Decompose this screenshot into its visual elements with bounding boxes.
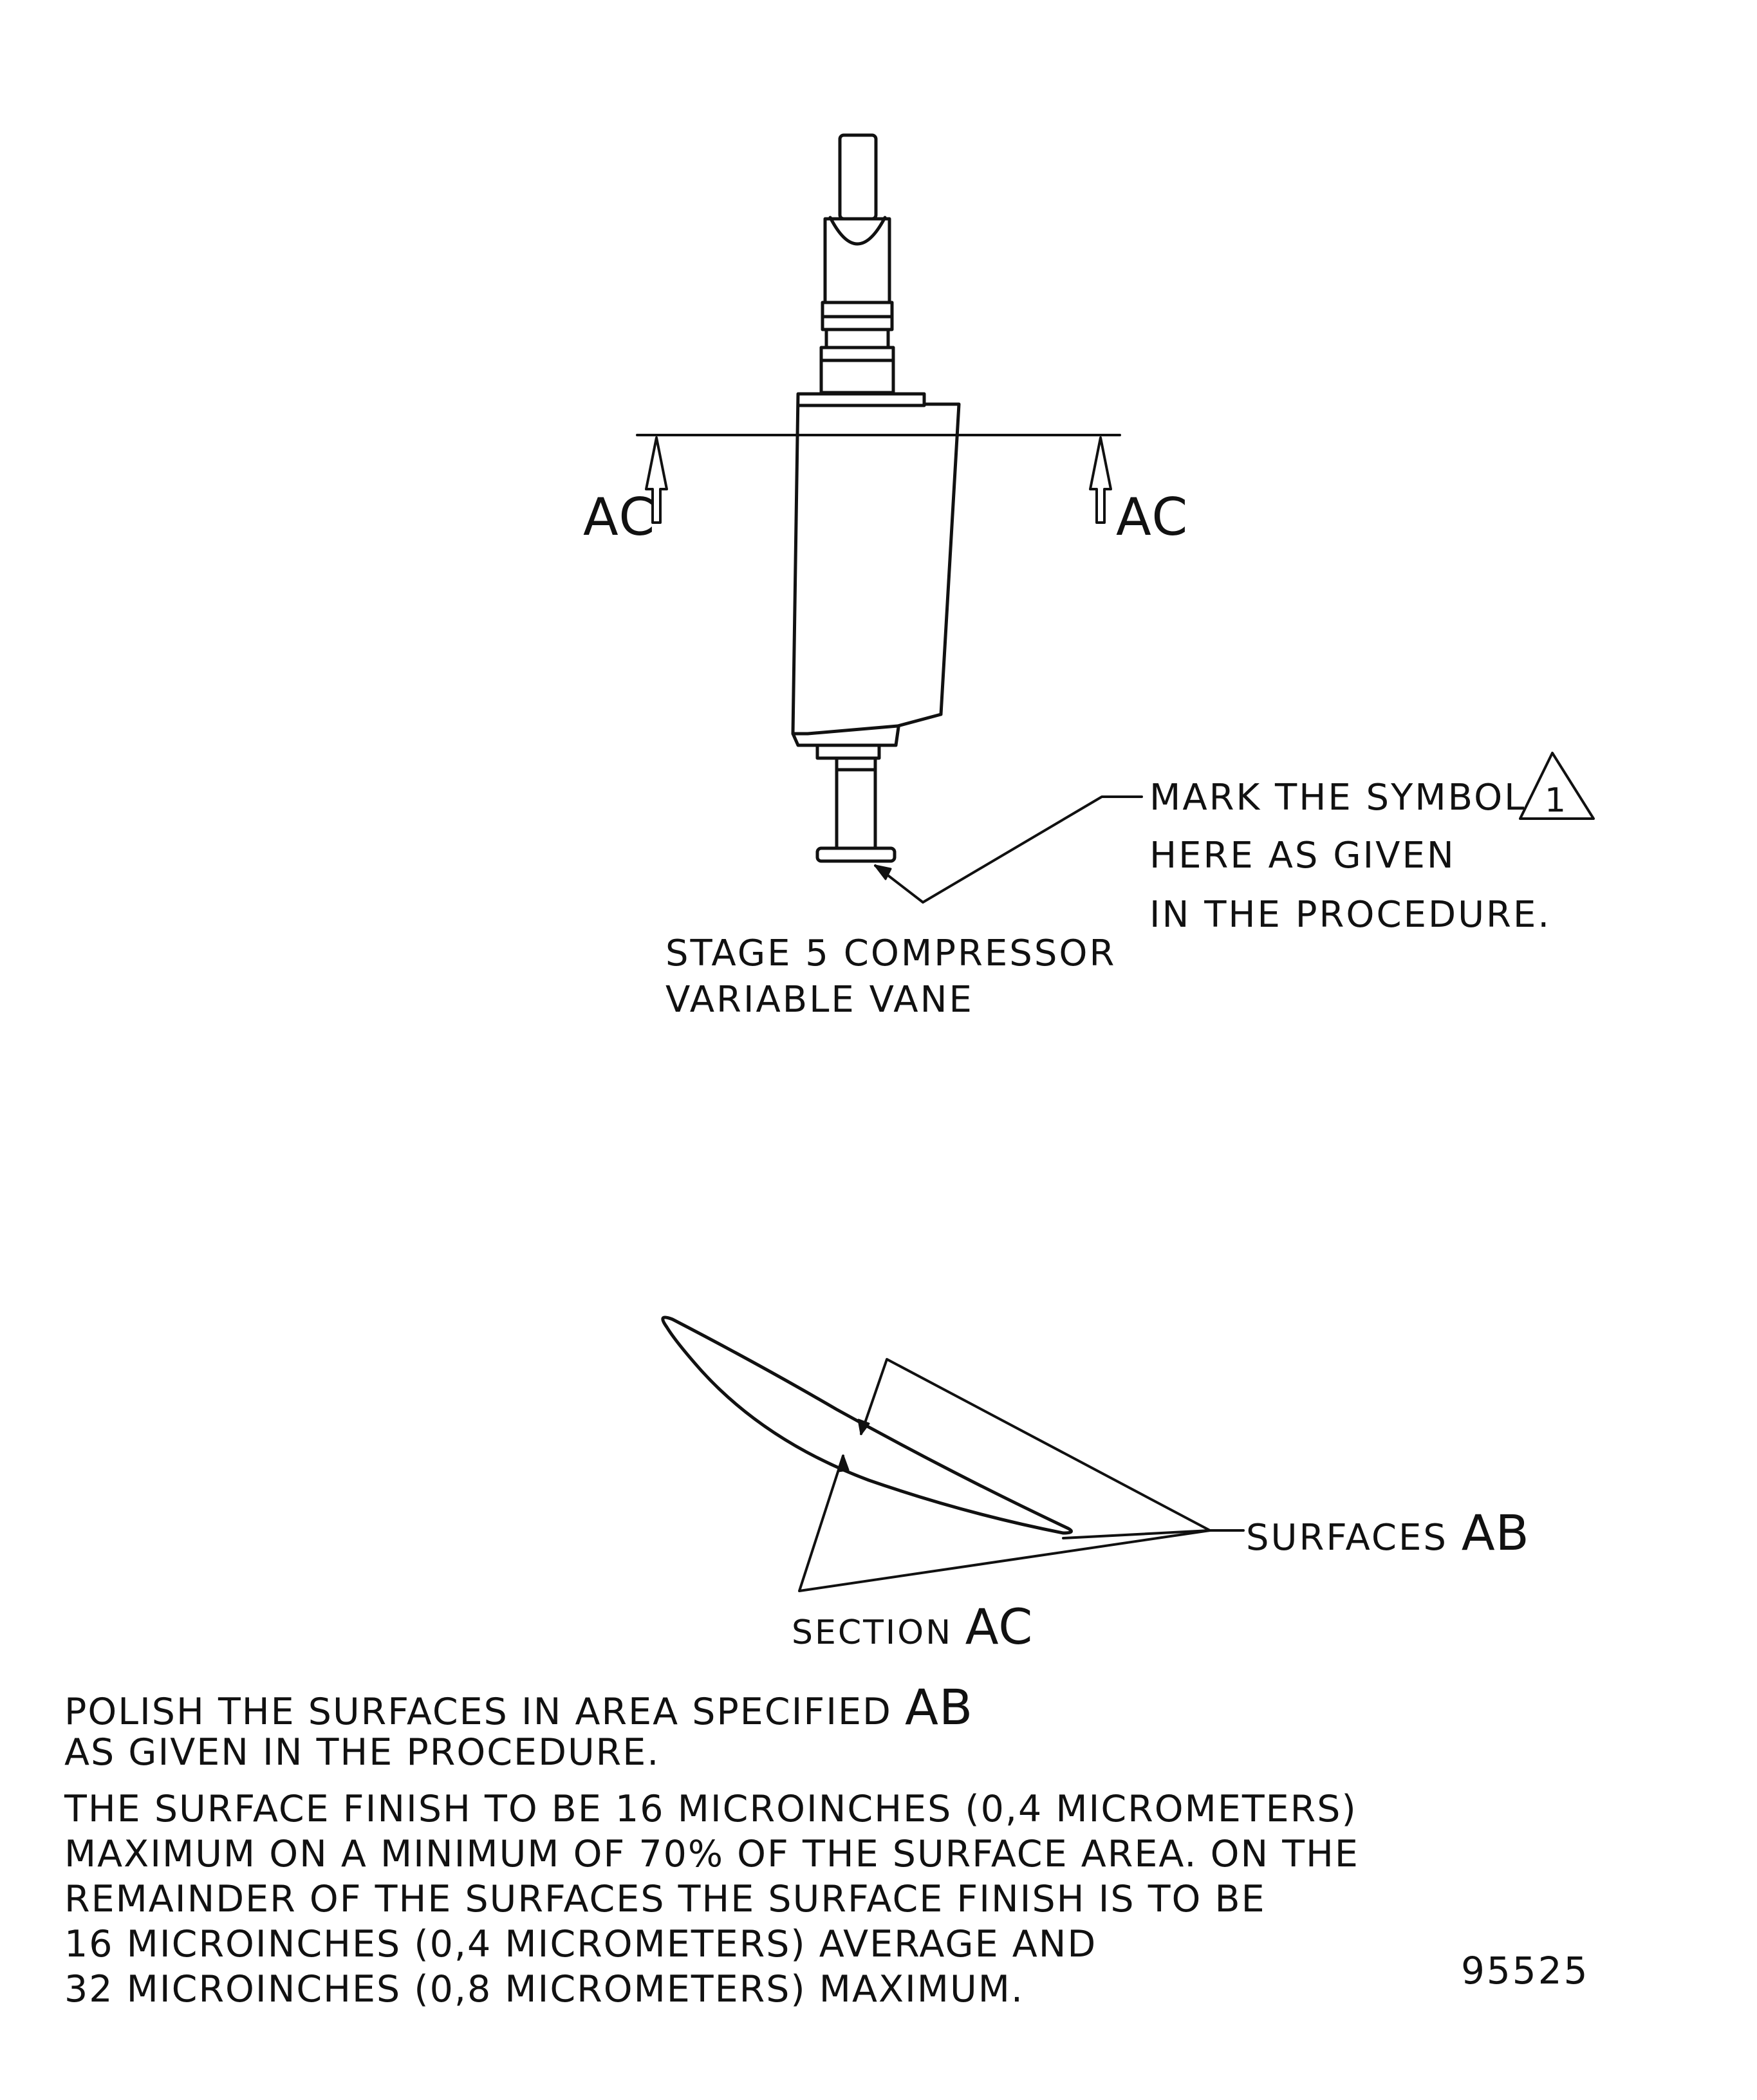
section-marker-right: AC xyxy=(1116,487,1189,547)
surfaces-label xyxy=(1246,1504,1530,1561)
section-label xyxy=(792,1598,1034,1655)
finish-note-line3: REMAINDER OF THE SURFACES THE SURFACE FINISH IS TO BE xyxy=(64,1878,1266,1920)
polish-note-text: POLISH THE SURFACES IN AREA SPECIFIED xyxy=(64,1691,892,1733)
finish-note-line1: THE SURFACE FINISH TO BE 16 MICROINCHES (0,4 MICROMETERS) xyxy=(64,1788,1357,1830)
section-arrow-right xyxy=(1090,438,1111,523)
surfaces-code: AB xyxy=(1461,1504,1530,1561)
figure-number: 95525 xyxy=(1461,1949,1590,1993)
section-label-text: SECTION xyxy=(792,1613,953,1652)
polish-note xyxy=(64,1678,974,1775)
mark-symbol-line3: IN THE PROCEDURE. xyxy=(1149,894,1552,936)
part-name-line2: VARIABLE VANE xyxy=(665,979,974,1021)
triangle-symbol-number: 1 xyxy=(1545,781,1568,820)
vane-airfoil-body xyxy=(793,394,959,745)
mark-symbol-line2: HERE AS GIVEN xyxy=(1149,835,1456,877)
section-marker-left: AC xyxy=(583,487,656,547)
mark-symbol-line1: MARK THE SYMBOL xyxy=(1149,777,1527,819)
polish-note-code: AB xyxy=(905,1678,974,1736)
finish-note-line2: MAXIMUM ON A MINIMUM OF 70% OF THE SURFACE AREA. ON THE xyxy=(64,1833,1359,1875)
part-name-line1: STAGE 5 COMPRESSOR xyxy=(665,933,1117,974)
finish-note-line4: 16 MICROINCHES (0,4 MICROMETERS) AVERAGE AND xyxy=(64,1923,1097,1965)
surfaces-leaders xyxy=(861,1359,1243,1538)
vane-top-shaft xyxy=(821,135,893,393)
mark-symbol-leader xyxy=(875,797,1142,902)
finish-note xyxy=(64,1787,1359,2012)
vane-bottom-trunnion xyxy=(817,745,895,861)
surface-arrowhead-upper xyxy=(859,1420,869,1434)
polish-note-line2: AS GIVEN IN THE PROCEDURE. xyxy=(64,1731,660,1774)
finish-note-line5: 32 MICROINCHES (0,8 MICROMETERS) MAXIMUM. xyxy=(64,1968,1024,2011)
section-code: AC xyxy=(965,1598,1034,1655)
polish-note-line1 xyxy=(64,1678,974,1736)
surfaces-label-text: SURFACES xyxy=(1246,1517,1448,1559)
